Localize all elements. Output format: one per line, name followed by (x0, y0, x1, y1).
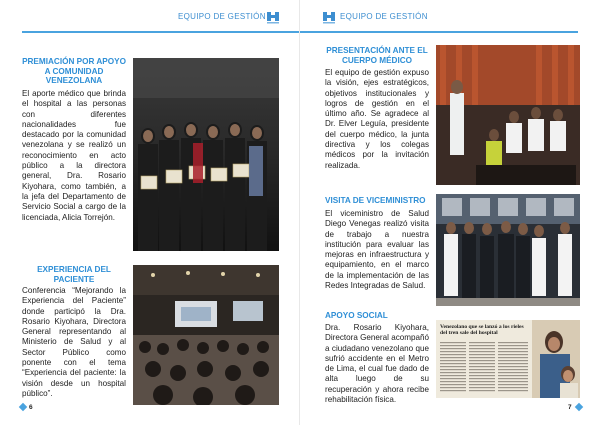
header-title-right: EQUIPO DE GESTIÓN (340, 12, 428, 21)
experiencia-body: Conferencia “Mejorando la Experiencia del Paciente” donde participó la Dra. Rosario Kiyohara, Directora General representando al Ministerio de Salud y al Sector Público como ponente con el tema “Experiencia del paciente: la visión desde un hospital público”. (22, 286, 126, 398)
header-title-left: EQUIPO DE GESTIÓN (178, 12, 266, 21)
newspaper-layout-graphic (436, 320, 580, 398)
apoyo-title: APOYO SOCIAL (325, 311, 388, 320)
header-rule-left (22, 31, 300, 33)
conference-photo (133, 265, 279, 405)
page-number-right: 7 (568, 404, 572, 411)
presentacion-title: PRESENTACIÓN ANTE EL CUERPO MÉDICO (326, 46, 428, 65)
page-marker-right (575, 403, 583, 411)
viceministro-body: El viceministro de Salud Diego Venegas realizó visita de trabajo a nuestra institución para evaluar las mejoras en infraestructura y equipamiento, en el marco de la implementación de las Redes Integradas de Salud. (325, 209, 429, 291)
premiacion-body: El aporte médico que brinda el hospital a las personas con diferentes nacionalidades fue destacado por la comunidad venezolana y se realizó un reconocimiento en acto público a la directora general, Dra. Rosario Kiyohara, como también, a la jefa del Departamento de Servicio Social a cargo de la licenciada, Alicia Torrejón. (22, 89, 126, 222)
vice-minister-visit-photo (436, 194, 580, 306)
newspaper-clipping (436, 320, 580, 398)
award-ceremony-photo (133, 58, 279, 251)
premiacion-title: PREMIACIÓN POR APOYO A COMUNIDAD VENEZOLANA (22, 57, 126, 85)
medical-staff-presentation-photo (436, 45, 580, 185)
apoyo-body: Dra. Rosario Kiyohara, Directora General acompañó a ciudadano venezolano que sufrió accidente en el Metro de Lima, el cual fue dado de alta luego de su recuperación y ahora recibe rehabilitación física. (325, 323, 429, 405)
hospital-logo-icon (266, 10, 280, 24)
page-marker-left (19, 403, 27, 411)
presentacion-body: El equipo de gestión expuso la visión, ejes estratégicos, objetivos institucionales y logros de gestión en el último año. Se agradece al Dr. Elver Leguía, presidente del cuerpo médico, la junta directiva y los colegas médicos por la invitación realizada. (325, 68, 429, 170)
hospital-logo-icon (322, 10, 336, 24)
header-rule-right (300, 31, 578, 33)
experiencia-title: EXPERIENCIA DEL PACIENTE (37, 265, 111, 284)
newspaper-headline: Venezolano que se lanzó a los rieles del tren sale del hospital (440, 324, 524, 337)
page-number-left: 6 (29, 404, 33, 411)
viceministro-title: VISITA DE VICEMINISTRO (325, 196, 426, 205)
right-page (300, 0, 600, 425)
